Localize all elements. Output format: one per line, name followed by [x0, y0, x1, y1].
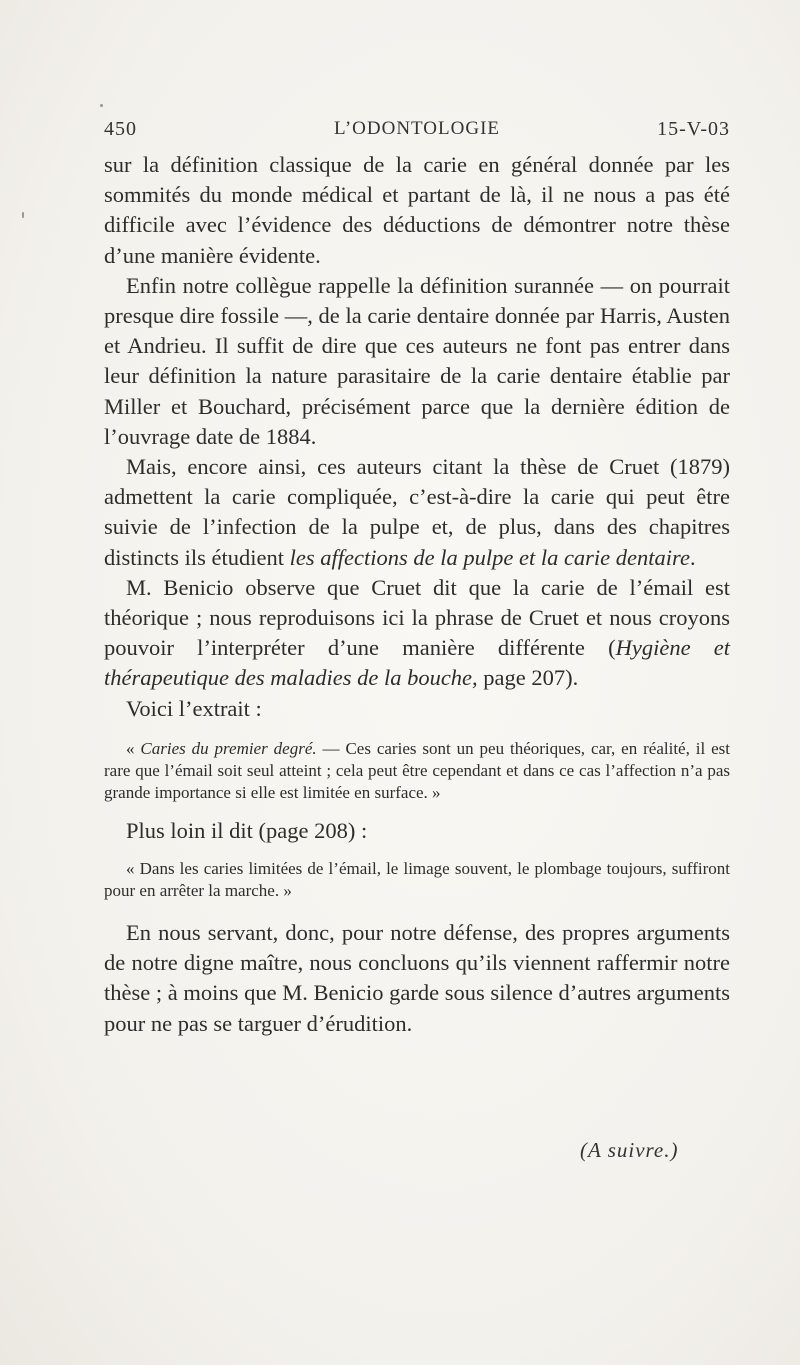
- paragraph-3-italic: les affections de la pulpe et la carie dentaire: [289, 544, 690, 570]
- quotation-1-open: «: [126, 738, 141, 758]
- paragraph-6: Plus loin il dit (page 208) :: [126, 817, 368, 843]
- paragraph-5: Voici l’extrait :: [126, 695, 262, 721]
- spacer: [104, 902, 730, 918]
- quotation-1-italic: Caries du premier degré.: [140, 738, 317, 758]
- paragraph-4-end: page 207).: [477, 665, 579, 691]
- paragraph-3-end: .: [689, 544, 696, 570]
- running-header: [104, 118, 730, 144]
- paragraph-1: sur la définition classique de la carie en général donnée par les sommités du monde médical et partant de là, il ne nous a pas été difficile avec l’évidence des déductions de démontrer notre thèse d’une manière évidente.: [104, 152, 730, 268]
- article-body: [104, 150, 730, 1039]
- spacer: [104, 846, 730, 858]
- issue-date: 15-V-03: [657, 118, 730, 140]
- quotation-1: [104, 738, 730, 804]
- paragraph-4-text: M. Benicio observe que Cruet dit que la carie de l’émail est théorique ; nous reproduisons ici la phrase de Cruet et nous croyons pouvoir l’interpréter d’une manière différente (: [104, 574, 730, 661]
- paragraph-3: [104, 452, 730, 573]
- paper-speck: [22, 212, 24, 218]
- paragraph-7: En nous servant, donc, pour notre défense, des propres arguments de notre digne maître, nous concluons qu’ils viennent raffermir notre thèse ; à moins que M. Benicio garde sous silence d’autres arguments pour ne pas se targuer d’érudition.: [104, 920, 730, 1036]
- page-number: 450: [104, 118, 137, 140]
- spacer: [104, 804, 730, 816]
- spacer: [104, 724, 730, 738]
- continuation-note: (A suivre.): [580, 1138, 679, 1162]
- paragraph-4-italic: Hygiène et thérapeutique des maladies de la bouche,: [104, 635, 730, 691]
- paragraph-3-text: Mais, encore ainsi, ces auteurs citant la thèse de Cruet (1879) admettent la carie compliquée, c’est-à-dire la carie qui peut être suivie de l’infection de la pulpe et, de plus, dans des chapitres distincts ils étudient: [104, 454, 730, 570]
- quotation-1-text: — Ces caries sont un peu théoriques, car, en réalité, il est rare que l’émail soit seul atteint ; cela peut être cependant et dans ce cas l’affection n’a pas grande importance si elle est limitée en surface. »: [104, 738, 730, 802]
- quotation-2: « Dans les caries limitées de l’émail, le limage souvent, le plombage toujours, suffiront pour en arrêter la marche. »: [104, 859, 730, 901]
- paragraph-4: [104, 573, 730, 694]
- paragraph-2: Enfin notre collègue rappelle la définition surannée — on pourrait presque dire fossile —, de la carie dentaire donnée par Harris, Austen et Andrieu. Il suffit de dire que ces auteurs ne font pas entrer dans leur définition la nature parasitaire de la carie dentaire établie par Miller et Bouchard, précisément parce que la dernière édition de l’ouvrage date de 1884.: [104, 272, 730, 449]
- journal-title: L’ODONTOLOGIE: [333, 118, 501, 139]
- paper-speck: [100, 104, 103, 107]
